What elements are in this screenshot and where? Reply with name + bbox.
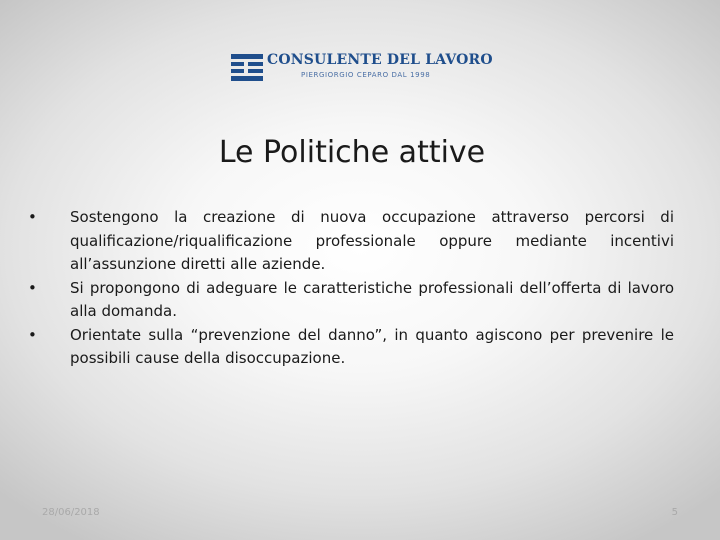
logo <box>231 52 501 88</box>
bullet-icon: • <box>28 278 37 297</box>
bullet-icon: • <box>28 325 37 344</box>
slide-title: Le Politiche attive <box>218 135 486 170</box>
bullet-item <box>28 206 674 277</box>
bullet-list <box>28 206 674 371</box>
bullet-text: Orientate sulla “prevenzione del danno”, in quanto agiscono per prevenire le possibili cause della disoccupazione. <box>70 325 674 367</box>
bullet-item <box>28 324 674 371</box>
footer-date: 28/06/2018 <box>42 507 100 518</box>
bullet-text: Si propongono di adeguare le caratteristiche professionali dell’offerta di lavoro alla domanda. <box>70 278 674 320</box>
logo-subtitle: PIERGIORGIO CEPARO DAL 1998 <box>301 71 431 79</box>
logo-title: CONSULENTE DEL LAVORO <box>267 52 493 68</box>
logo-mark-icon <box>231 54 263 82</box>
bullet-item <box>28 277 674 324</box>
bullet-icon: • <box>28 208 37 226</box>
bullet-text: Sostengono la creazione di nuova occupazione attraverso percorsi di qualificazione/riqualificazione professionale oppure mediante incentivi all’assunzione diretti alle aziende. <box>70 208 674 273</box>
page-number: 5 <box>671 507 678 518</box>
